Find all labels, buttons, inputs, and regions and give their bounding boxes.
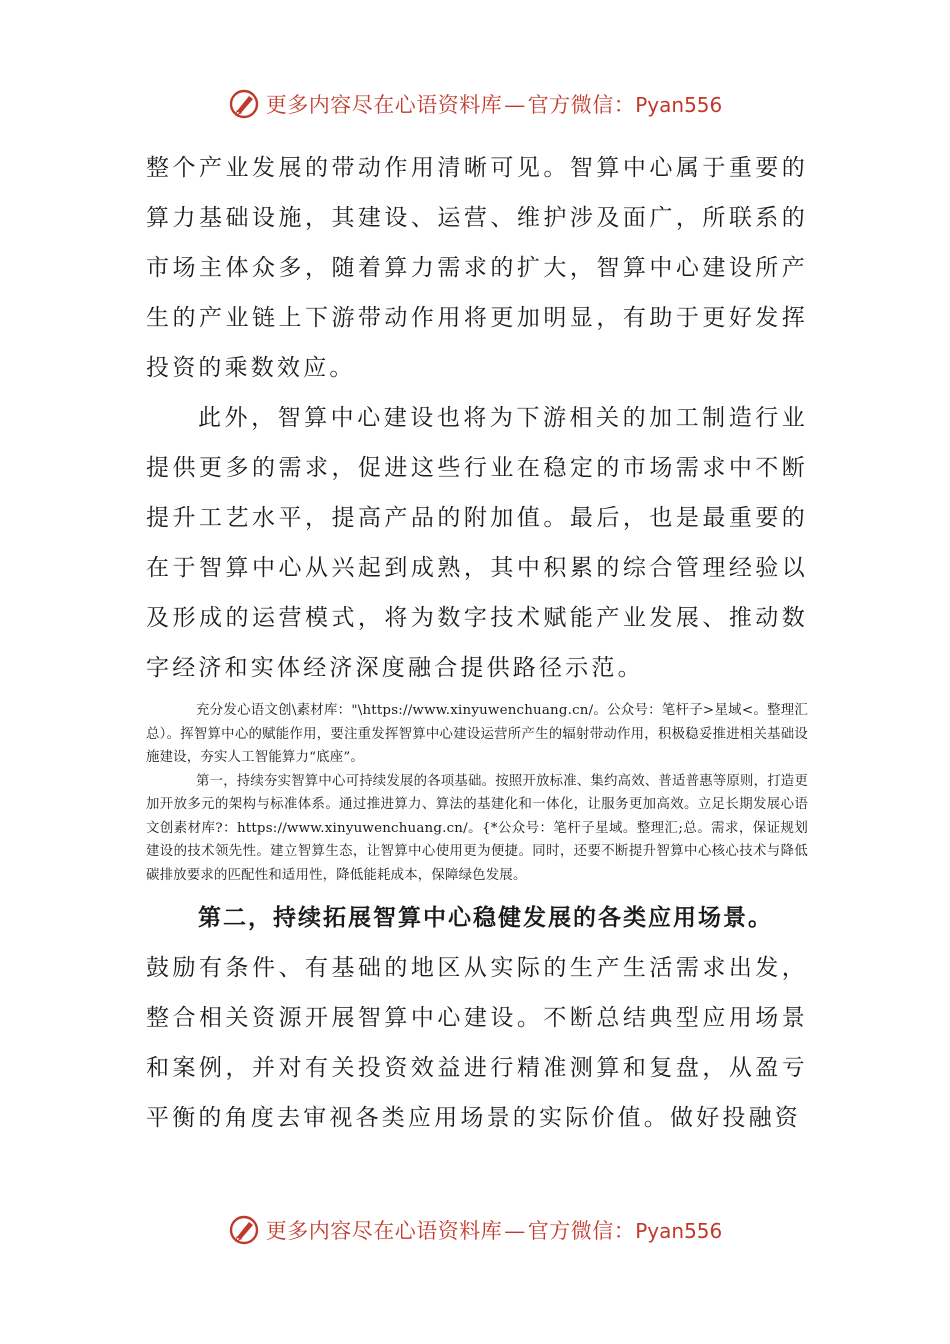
banner-main-text: 更多内容尽在心语资料库 (265, 1219, 503, 1243)
small-text-block (146, 699, 808, 887)
banner-wechat-label: 官方微信： (527, 1219, 636, 1243)
small-paragraph-2: 第一，持续夯实智算中心可持续发展的各项基础。按照开放标准、集约高效、普适普惠等原则，打造更加开放多元的架构与标准体系。通过推进算力、算法的基建化和一体化，让服务更加高效。立足长期发展心语文创素材库?：https://www.xinyuwenchuang.cn/。{*公众号：笔杆子星域。整理汇;总。需求，保证规划建设的技术领先性。建立智算生态，让智算中心使用更为便捷。同时，还要不断提升智算中心核心技术与降低碳排放要求的匹配性和适用性，降低能耗成本，保障绿色发展。 (146, 773, 808, 883)
section-heading: 第二，持续拓展智算中心稳健发展的各类应用场景。 (198, 904, 773, 931)
banner-text (266, 89, 723, 119)
banner-dash: — (504, 93, 526, 117)
banner-text (266, 1215, 723, 1245)
pen-circle-logo-icon (228, 1214, 260, 1246)
body-paragraph-2: 此外，智算中心建设也将为下游相关的加工制造行业提供更多的需求，促进这些行业在稳定的市场需求中不断提升工艺水平，提高产品的附加值。最后，也是最重要的在于智算中心从兴起到成熟，其中积累的综合管理经验以及形成的运营模式，将为数字技术赋能产业发展、推动数字经济和实体经济深度融合提供路径示范。 (146, 405, 808, 681)
banner-main-text: 更多内容尽在心语资料库 (265, 93, 503, 117)
pen-circle-logo-icon (228, 88, 260, 120)
banner-wechat-label: 官方微信： (527, 93, 636, 117)
banner-wechat-id: Pyan556 (635, 93, 723, 117)
body-paragraph-1: 整个产业发展的带动作用清晰可见。智算中心属于重要的算力基础设施，其建设、运营、维护涉及面广，所联系的市场主体众多，随着算力需求的扩大，智算中心建设所产生的产业链上下游带动作用将更加明显，有助于更好发挥投资的乘数效应。 (146, 155, 808, 381)
document-body (146, 143, 808, 1143)
footer-banner (0, 1210, 950, 1250)
banner-wechat-id: Pyan556 (635, 1219, 723, 1243)
header-banner (0, 84, 950, 124)
small-paragraph-1: 充分发心语文创\素材库："\https://www.xinyuwenchuang.cn/。公众号：笔杆子>星域<。整理汇总）。挥智算中心的赋能作用，要注重发挥智算中心建设运营所产生的辐射带动作用，积极稳妥推进相关基础设施建设，夯实人工智能算力“底座”。 (146, 703, 808, 765)
body-paragraph-3: 鼓励有条件、有基础的地区从实际的生产生活需求出发，整合相关资源开展智算中心建设。不断总结典型应用场景和案例，并对有关投资效益进行精准测算和复盘，从盈亏平衡的角度去审视各类应用场景的实际价值。做好投融资 (146, 955, 808, 1131)
banner-dash: — (504, 1219, 526, 1243)
